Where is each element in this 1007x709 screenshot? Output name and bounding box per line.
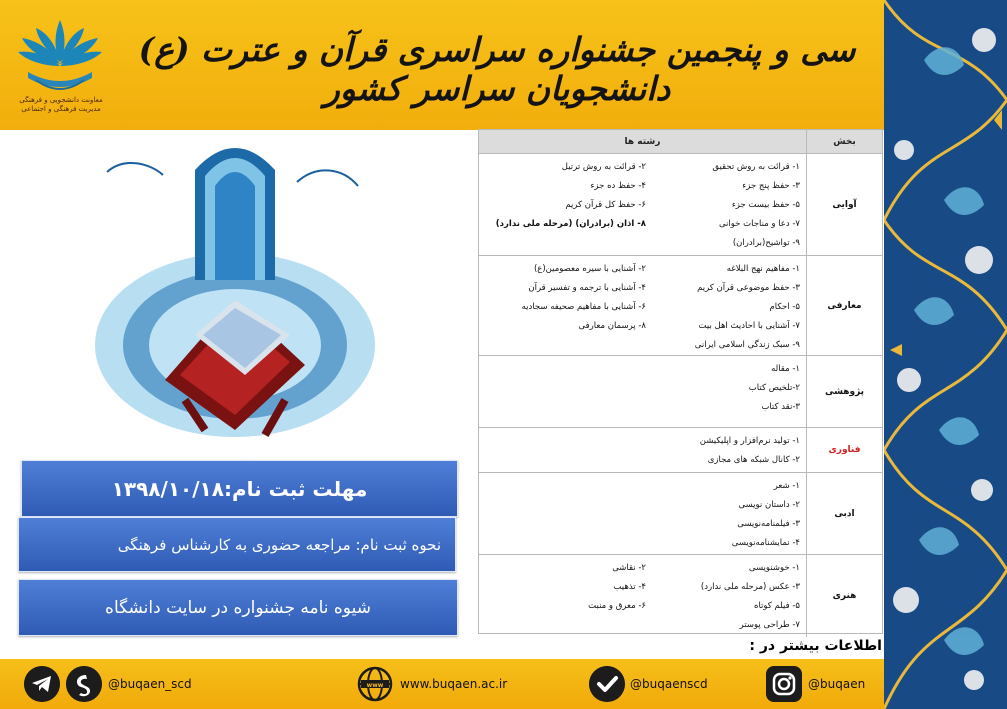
telegram-handle[interactable]: @buqaen_scd <box>108 677 192 691</box>
table-row <box>479 555 882 637</box>
table-row <box>479 154 882 256</box>
field-item: ۹- سبک زندگی اسلامی ایرانی <box>694 340 800 350</box>
table-row <box>479 256 882 356</box>
registration-deadline-box <box>21 460 458 517</box>
col-header-category: بخش <box>806 130 882 153</box>
field-item: ۲- قرائت به روش ترتیل <box>561 162 646 172</box>
field-item: ۸- پرسمان معارفی <box>578 321 646 331</box>
field-item: ۵- فیلم کوتاه <box>754 601 800 611</box>
field-item: ۳- حفظ موضوعی قرآن کریم <box>697 283 800 293</box>
category-cell: آوایی <box>806 154 882 255</box>
categories-table <box>478 129 883 634</box>
registration-method-text: نحوه ثبت نام: مراجعه حضوری به کارشناس فرهنگی <box>117 535 441 554</box>
soroush-icon[interactable] <box>66 666 102 702</box>
field-item: ۳-نقد کتاب <box>761 402 800 412</box>
field-item: ۹- تواشیح(برادران) <box>732 238 800 248</box>
field-item: ۷- طراحی پوستر <box>739 620 800 630</box>
table-row <box>479 428 882 473</box>
field-item: ۱- قرائت به روش تحقیق <box>712 162 800 172</box>
table-row <box>479 473 882 555</box>
instagram-handle[interactable]: @buqaen <box>808 677 866 691</box>
field-item: ۶- آشنایی با مفاهیم صحیفه سجادیه <box>521 302 646 312</box>
field-item: ۶- حفظ کل قرآن کریم <box>565 200 646 210</box>
category-cell: فناوری <box>806 428 882 472</box>
field-item: ۲- داستان نویسی <box>738 500 800 510</box>
field-item: ۷- دعا و مناجات خوانی <box>718 219 800 229</box>
field-item: ۵- احکام <box>769 302 800 312</box>
header-banner <box>0 0 884 130</box>
registration-method-box <box>18 517 456 572</box>
field-item: ۴- نمایشنامه‌نویسی <box>731 538 800 548</box>
field-item: ۵- حفظ بیست جزء <box>731 200 800 210</box>
logo-caption-line-2: مدیریت فرهنگی و اجتماعی <box>21 105 101 113</box>
svg-text:www: www <box>366 682 384 689</box>
field-item: ۳- فیلمنامه‌نویسی <box>737 519 800 529</box>
table-row <box>479 356 882 428</box>
field-item: ۳- حفظ پنج جزء <box>742 181 800 191</box>
more-info-label: اطلاعات بیشتر در : <box>749 638 882 654</box>
website-link[interactable]: www.buqaen.ac.ir <box>400 677 508 691</box>
field-item: ۱- مفاهیم نهج البلاغه <box>726 264 800 274</box>
field-item: ۲- آشنایی با سیره معصومین(ع) <box>533 264 646 274</box>
telegram-icon[interactable] <box>24 666 60 702</box>
category-cell: معارفی <box>806 256 882 355</box>
field-item: ۷- آشنایی با احادیث اهل بیت <box>698 321 800 331</box>
category-cell: ادبی <box>806 473 882 554</box>
field-item: ۴- تذهیب <box>613 582 646 592</box>
field-item: ۲- نقاشی <box>612 563 646 573</box>
table-header <box>479 130 882 154</box>
field-item: ۱- تولید نرم‌افزار و اپلیکیشن <box>699 436 800 446</box>
col-header-fields: رشته ها <box>624 136 661 147</box>
soroush-handle[interactable]: @buqaenscd <box>630 677 708 691</box>
footer-bar <box>0 659 884 709</box>
field-item: ۸- اذان (برادران) (مرحله ملی ندارد) <box>495 219 646 229</box>
instagram-icon[interactable] <box>766 666 802 702</box>
logo-caption-line-1: معاونت دانشجویی و فرهنگی <box>19 96 103 104</box>
field-item: ۲- کانال شبکه های مجازی <box>707 455 800 465</box>
registration-deadline-text: مهلت ثبت نام:۱۳۹۸/۱۰/۱۸ <box>111 476 368 501</box>
field-item: ۱- شعر <box>773 481 800 491</box>
check-icon[interactable] <box>589 666 625 702</box>
field-item: ۶- معرق و منبت <box>588 601 646 611</box>
festival-rules-text: شیوه نامه جشنواره در سایت دانشگاه <box>105 597 371 618</box>
logo-caption <box>6 96 116 114</box>
category-cell: هنری <box>806 555 882 637</box>
field-item: ۳- عکس (مرحله ملی ندارد) <box>700 582 800 592</box>
decorative-strip <box>884 0 1007 709</box>
festival-rules-box <box>18 579 458 636</box>
quran-rehal-illustration <box>85 130 385 450</box>
field-item: ۴- آشنایی با ترجمه و تفسیر قرآن <box>528 283 646 293</box>
field-item: ۴- حفظ ده جزء <box>590 181 646 191</box>
field-item: ۲-تلخیص کتاب <box>748 383 800 393</box>
field-item: ۱- مقاله <box>771 364 800 374</box>
web-icon[interactable] <box>357 666 393 702</box>
poster-title: سی و پنجمین جشنواره سراسری قرآن و عترت (ع) دانشجویان سراسر کشور <box>138 30 856 108</box>
field-item: ۱- خوشنویسی <box>748 563 800 573</box>
category-cell: پژوهشی <box>806 356 882 427</box>
